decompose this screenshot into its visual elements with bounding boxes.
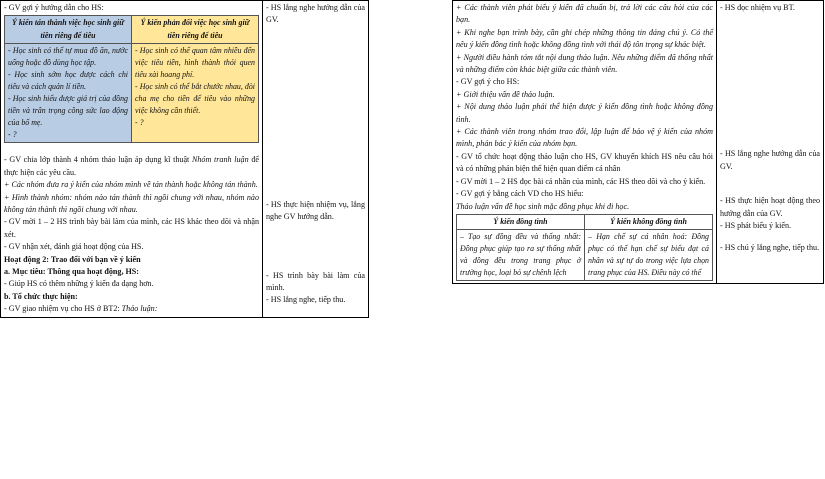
hint-point: + Các thành viên trong nhóm trao đổi, lập luận để bảo vệ ý kiến của nhóm mình, phản bác ý kiến của nhóm bạn. <box>456 127 713 149</box>
agree-cell <box>5 43 132 143</box>
intro-line: - GV gợi ý hướng dẫn cho HS: <box>4 3 104 12</box>
task-line: - GV giao nhiệm vụ cho HS ở BT2: Thảo luận: <box>4 304 158 314</box>
hint-point: + Nội dung thảo luận phải thể hiện được ý kiến đồng tình hoặc không đồng tình. <box>456 102 713 124</box>
student-activity: - HS phát biểu ý kiến. <box>720 221 792 231</box>
agree-cell: – Tạo sự đồng đều và thống nhất: Đồng phục giúp tạo ra sự thống nhất và đồng đều trong trang phục ở trường học, loại bỏ sự chênh lệch <box>457 230 585 281</box>
org-title: b. Tổ chức thực hiện: <box>4 291 78 301</box>
group-point: + Các nhóm đưa ra ý kiến của nhóm mình về tán thành hoặc không tán thành. <box>4 180 258 190</box>
discussion-point: + Khi nghe bạn trình bày, cần ghi chép những thông tin đáng chú ý. Có thể nêu ý kiến đồng tình hoặc không đồng tình với thái độ tôn trọng sự khác biệt. <box>456 27 713 50</box>
uniform-opinion-table <box>456 214 713 281</box>
goal-line: - Giúp HS có thêm những ý kiến đa dạng hơn. <box>4 279 154 289</box>
hint-point: + Giới thiệu vấn đề thảo luận. <box>456 89 555 99</box>
group-instruction: - GV chia lớp thành 4 nhóm thảo luận áp dụng kĩ thuật Nhóm tranh luận để thực hiện các yêu cầu. <box>4 155 259 177</box>
student-activity: - HS chú ý lắng nghe, tiếp thu. <box>720 243 820 253</box>
group-point: + Hình thành nhóm: nhóm nào tán thành thì ngồi chung với nhau, nhóm nào không tán thành thì ngồi chung với nhau. <box>4 192 259 214</box>
header-agree: Ý kiến tán thành việc học sinh giữ tiền riêng để tiêu <box>5 16 132 43</box>
disagree-cell <box>132 43 259 143</box>
disagree-item: - ? <box>135 118 144 128</box>
agree-item: - Học sinh có thể tự mua đồ ăn, nước uống hoặc đồ dùng học tập. <box>8 45 128 67</box>
student-activity: - HS thực hiện hoạt động theo hướng dẫn của GV. <box>720 196 820 218</box>
left-page <box>0 0 372 479</box>
agree-item: - ? <box>8 130 17 140</box>
right-lesson-table <box>452 0 824 284</box>
activity-title: Hoạt động 2: Trao đổi với bạn về ý kiến <box>4 254 141 264</box>
page-gap <box>372 0 452 479</box>
example-line: - GV gợi ý bằng cách VD cho HS hiểu: <box>456 189 584 199</box>
left-lesson-table <box>0 0 369 318</box>
invite-line: - GV mời 1 – 2 HS đọc bài cá nhân của mình, các HS theo dõi và cho ý kiến. <box>456 176 706 186</box>
student-activities-cell <box>263 1 369 318</box>
goal-title: a. Mục tiêu: Thông qua hoạt động, HS: <box>4 267 140 276</box>
opinion-table <box>4 15 259 143</box>
header-disagree: Ý kiến phản đối việc học sinh giữ tiền riêng để tiêu <box>132 16 259 43</box>
agree-item: - Học sinh hiểu được giá trị của đồng tiền và trân trọng công sức lao động của bố mẹ. <box>8 93 128 128</box>
discussion-point: + Người điều hành tóm tắt nội dung thảo luận. Nêu những điểm đã thống nhất và những điểm còn khác biệt giữa các thành viên. <box>456 52 713 75</box>
teacher-activities-cell <box>453 1 717 284</box>
student-activity: - HS thực hiện nhiệm vụ, lắng nghe GV hướng dẫn. <box>266 199 365 222</box>
discussion-point: + Các thành viên phát biểu ý kiến đã chuẩn bị, trả lời các câu hỏi của các bạn. <box>456 3 713 25</box>
student-activity: - HS lắng nghe, tiếp thu. <box>266 295 346 305</box>
disagree-cell: – Hạn chế sự cá nhân hoá: Đồng phục có thể hạn chế sự biểu đạt cá nhân và sự tự do trong việc lựa chọn trang phục của HS. Điều này có thể <box>585 230 713 281</box>
hint-line: - GV gợi ý cho HS: <box>456 77 520 87</box>
invite-line: - GV mời 1 – 2 HS trình bày bài làm của mình, các HS khác theo dõi và nhận xét. <box>4 217 259 239</box>
student-activity: - HS trình bày bài làm của mình. <box>266 270 365 293</box>
disagree-item: - Học sinh có thể quan tâm nhiều đến việc tiêu tiền, hình thành thói quen tiêu xài hoang phí. <box>135 45 255 79</box>
student-activities-cell <box>717 1 824 284</box>
organize-line: - GV tổ chức hoạt động thảo luận cho HS, GV khuyến khích HS nêu câu hỏi và có những phản biện thể hiện quan điểm cá nhân <box>456 151 713 174</box>
agree-item: - Học sinh sớm học được cách chi tiêu và cách quản lí tiền. <box>8 69 128 91</box>
student-activity: - HS lắng nghe hướng dẫn của GV. <box>720 149 820 171</box>
student-activity: - HS đọc nhiệm vụ BT. <box>720 3 795 12</box>
example-topic: Thảo luận vấn đề học sinh mặc đồng phục khi đi học. <box>456 201 630 211</box>
teacher-activities-cell <box>1 1 263 318</box>
header-agree: Ý kiến đồng tình <box>457 214 585 229</box>
conclude-line: - GV nhận xét, đánh giá hoạt động của HS. <box>4 242 144 252</box>
right-page <box>452 0 825 479</box>
disagree-item: - Học sinh có thể bắt chước nhau, đòi cha mẹ cho tiền để tiêu vào những việc không cần thiết. <box>135 81 255 116</box>
header-disagree: Ý kiến không đồng tình <box>585 214 713 229</box>
student-activity: - HS lắng nghe hướng dẫn của GV. <box>266 3 365 25</box>
